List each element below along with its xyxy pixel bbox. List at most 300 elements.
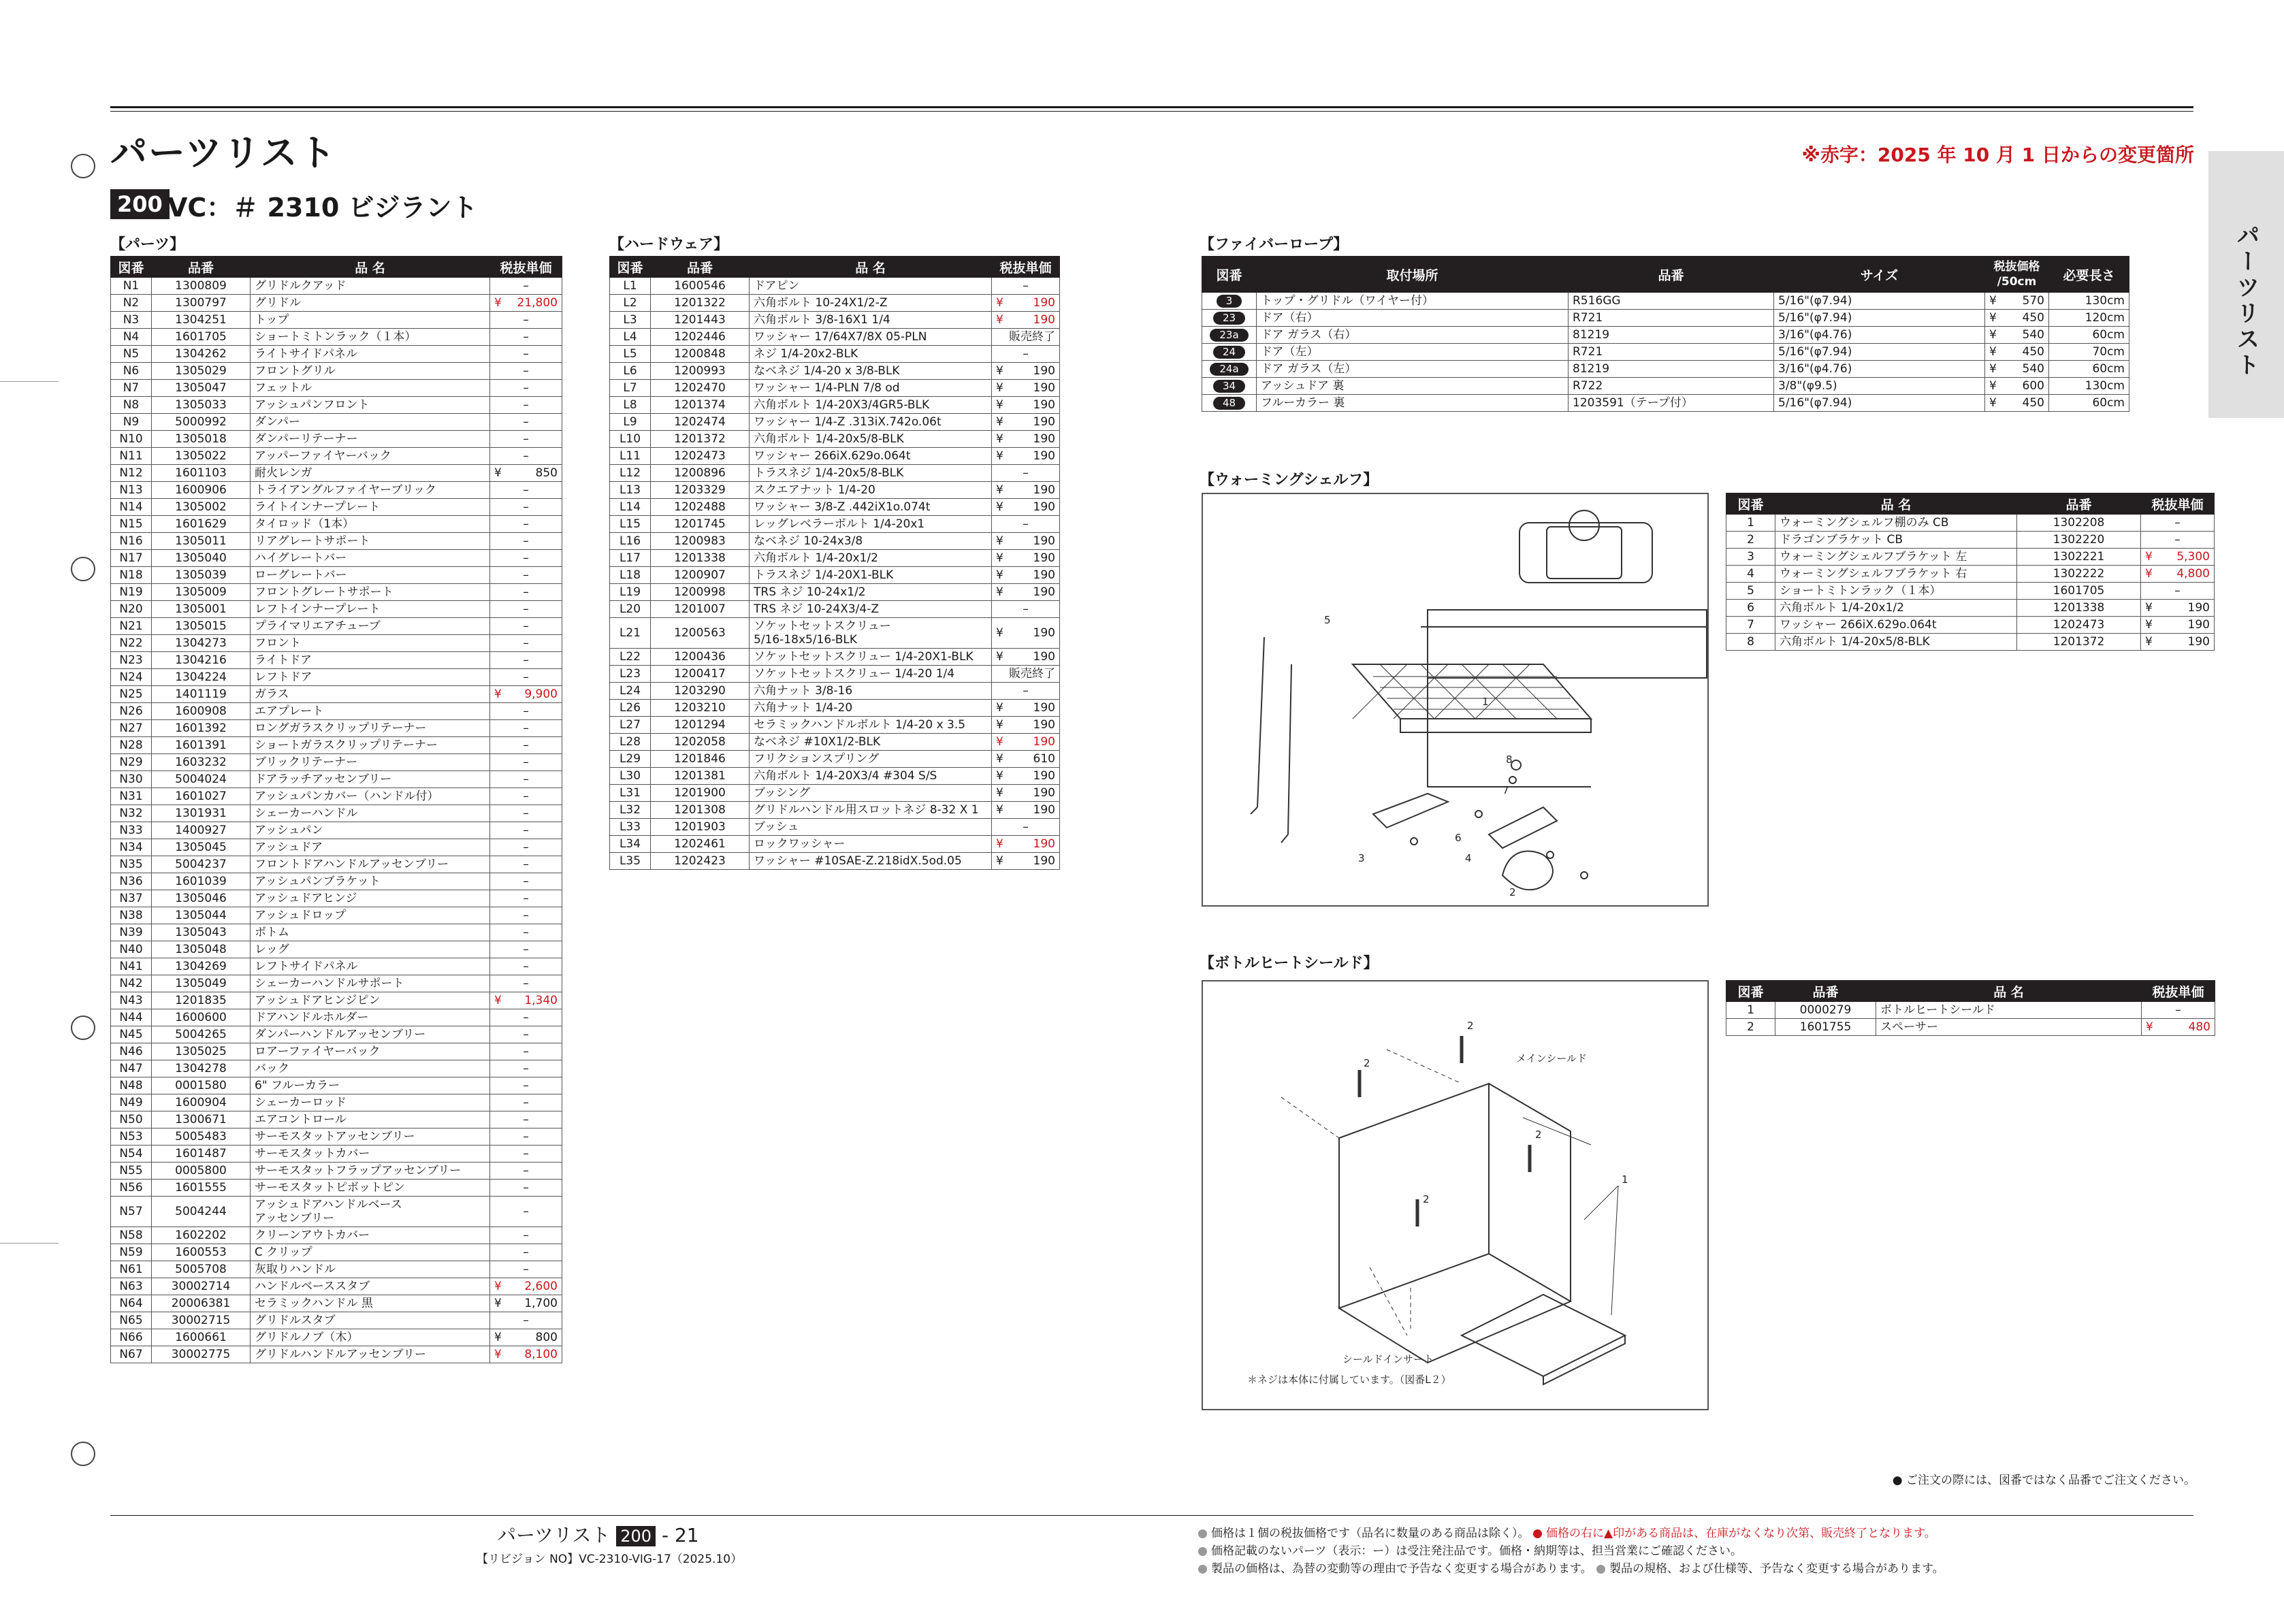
table-row: [610, 666, 1060, 683]
table-cell: アッシュドアヒンジピン: [251, 992, 490, 1009]
table-cell: N29: [111, 754, 152, 771]
price-value: 190: [1033, 717, 1055, 732]
price-cell: [992, 465, 1060, 482]
table-cell: ダンパーハンドルアッセンブリー: [251, 1026, 490, 1043]
table-cell: 1305044: [152, 907, 251, 924]
table-cell: N32: [111, 805, 152, 822]
table-cell: 1400927: [152, 822, 251, 839]
top-rule: [110, 106, 2193, 108]
bottle-shield-diagram: [1202, 980, 1709, 1410]
table-cell: L22: [610, 649, 651, 666]
yen-sign: ¥: [996, 500, 1003, 514]
table-cell: ショートミトンラック（１本）: [1775, 583, 2017, 600]
price-value: –: [523, 1245, 529, 1259]
price-cell: [490, 1312, 562, 1329]
table-cell: L3: [610, 312, 651, 329]
price-value: 450: [2022, 395, 2044, 410]
table-row: [111, 1180, 562, 1197]
table-cell: 1200848: [651, 346, 750, 363]
table-cell: N19: [111, 584, 152, 601]
table-cell: N30: [111, 771, 152, 788]
table-cell: 1300809: [152, 278, 251, 295]
table-cell: 0005800: [152, 1163, 251, 1180]
table-cell: 70cm: [2049, 344, 2129, 361]
price-value: 480: [2188, 1020, 2210, 1034]
table-cell: アッシュドアハンドルベース アッセンブリー: [251, 1197, 490, 1227]
price-cell: [490, 992, 562, 1009]
price-cell: [992, 618, 1060, 649]
table-cell: ドアハンドルホルダー: [251, 1009, 490, 1026]
table-cell: ブリックリテーナー: [251, 754, 490, 771]
table-cell: 1305040: [152, 550, 251, 567]
washer: [1511, 760, 1521, 770]
table-cell: ブッシュ: [750, 819, 992, 836]
table-cell: シェーカーロッド: [251, 1094, 490, 1111]
table-cell: 1305045: [152, 839, 251, 856]
table-cell: 5/16"(φ7.94): [1774, 344, 1985, 361]
price-value: 9,900: [524, 687, 558, 701]
price-cell: [992, 717, 1060, 734]
table-cell: アッシュドアヒンジ: [251, 890, 490, 907]
table-cell: 5004265: [152, 1026, 251, 1043]
table-cell: なベネジ 1/4-20 x 3/8-BLK: [750, 363, 992, 380]
table-cell: N66: [111, 1329, 152, 1346]
bolt: [1509, 777, 1516, 783]
price-value: –: [523, 942, 529, 956]
table-cell: ワッシャー 266iX.629o.064t: [1775, 617, 2017, 634]
price-value: 800: [535, 1330, 558, 1344]
table-row: [111, 652, 562, 669]
yen-sign: ¥: [996, 854, 1003, 868]
price-cell: [1985, 293, 2049, 310]
price-value: –: [523, 908, 529, 922]
price-value: –: [523, 602, 529, 616]
fiber-section-title: 【ファイバーロープ】: [1200, 236, 1349, 253]
table-row: [610, 448, 1060, 465]
table-row: [111, 1197, 562, 1227]
table-cell: ライトインナープレート: [251, 499, 490, 516]
table-cell: 1601487: [152, 1146, 251, 1163]
price-cell: [992, 584, 1060, 601]
price-cell: [992, 499, 1060, 516]
table-cell: エアコントロール: [251, 1111, 490, 1128]
table-cell: N49: [111, 1094, 152, 1111]
table-cell: L15: [610, 516, 651, 533]
yen-sign: ¥: [494, 993, 502, 1007]
table-cell: 1601392: [152, 720, 251, 737]
table-cell: 1200998: [651, 584, 750, 601]
price-cell: [490, 1128, 562, 1146]
table-cell: 8: [1726, 634, 1775, 651]
price-cell: [490, 465, 562, 482]
price-value: 21,800: [517, 295, 558, 310]
table-cell: レフトサイドパネル: [251, 958, 490, 975]
price-value: –: [523, 568, 529, 582]
table-cell: サーモスタットフラップアッセンブリー: [251, 1163, 490, 1180]
yen-sign: ¥: [996, 363, 1003, 378]
table-cell: N26: [111, 703, 152, 720]
table-cell: ソケットセットスクリュー 5/16-18x5/16-BLK: [750, 618, 992, 649]
price-cell: [992, 567, 1060, 584]
table-cell: N44: [111, 1009, 152, 1026]
price-value: –: [523, 363, 529, 378]
table-row: [610, 397, 1060, 414]
price-cell: [992, 751, 1060, 768]
price-value: –: [523, 840, 529, 854]
table-row: [111, 1329, 562, 1346]
footer-note: 価格の右に▲印がある商品は、在庫がなくなり次第、販売終了となります。: [1533, 1523, 1936, 1540]
table-cell: ソケットセットスクリュー 1/4-20 1/4: [750, 666, 992, 683]
table-cell: 1203210: [651, 700, 750, 717]
yen-sign: ¥: [2145, 634, 2153, 649]
bolt: [1475, 811, 1482, 817]
table-cell: N36: [111, 873, 152, 890]
table-cell: 1601705: [2017, 583, 2141, 600]
col-header: 税抜単価: [992, 257, 1060, 278]
price-cell: [2141, 600, 2215, 617]
price-cell: [2141, 583, 2215, 600]
table-cell: 1: [1726, 515, 1775, 532]
col-header: 品 名: [1775, 493, 2017, 515]
price-cell: [1985, 327, 2049, 344]
col-header: 税抜単価: [2141, 493, 2215, 515]
table-cell: 5: [1726, 583, 1775, 600]
table-cell: N31: [111, 788, 152, 805]
yen-sign: ¥: [494, 1279, 502, 1293]
table-cell: ウォーミングシェルフブラケット 右: [1775, 566, 2017, 583]
table-cell: L5: [610, 346, 651, 363]
price-cell: [490, 873, 562, 890]
price-cell: [490, 635, 562, 652]
table-cell: N18: [111, 567, 152, 584]
table-cell: 1201903: [651, 819, 750, 836]
table-row: [610, 768, 1060, 785]
table-row: [111, 431, 562, 448]
table-cell: 1304216: [152, 652, 251, 669]
table-row: [111, 1043, 562, 1060]
table-cell: N58: [111, 1227, 152, 1244]
table-cell: 六角ボルト 1/4-20x5/8-BLK: [1775, 634, 2017, 651]
table-cell: L30: [610, 768, 651, 785]
table-cell: 1305043: [152, 924, 251, 941]
table-cell: レフトドア: [251, 669, 490, 686]
table-cell: R721: [1569, 344, 1774, 361]
price-value: 540: [2022, 327, 2044, 342]
table-cell: ハイグレートバー: [251, 550, 490, 567]
table-row: [111, 465, 562, 482]
table-cell: 1203329: [651, 482, 750, 499]
price-value: –: [523, 1061, 529, 1075]
table-cell: N47: [111, 1060, 152, 1077]
price-value: –: [523, 1163, 529, 1178]
shelf-top-view-inner: [1547, 527, 1622, 579]
shelf-bracket: [1373, 794, 1448, 828]
price-value: –: [523, 1180, 529, 1195]
table-row: [1202, 361, 2129, 378]
yen-sign: ¥: [494, 1347, 502, 1361]
price-value: 1,340: [524, 993, 558, 1007]
price-value: –: [1023, 278, 1029, 293]
callout-1: 1: [1622, 1173, 1628, 1186]
price-cell: [490, 1077, 562, 1094]
table-cell: N63: [111, 1278, 152, 1295]
price-value: –: [523, 755, 529, 769]
price-cell: [2141, 634, 2215, 651]
price-cell: [490, 278, 562, 295]
price-cell: [992, 853, 1060, 870]
price-value: –: [523, 1010, 529, 1024]
table-cell: タイロッド（1本）: [251, 516, 490, 533]
table-row: [610, 683, 1060, 700]
yen-sign: ¥: [996, 397, 1003, 412]
price-value: –: [523, 1078, 529, 1092]
table-cell: バック: [251, 1060, 490, 1077]
price-cell: [992, 329, 1060, 346]
yen-sign: ¥: [1989, 310, 1997, 325]
table-cell: L21: [610, 618, 651, 649]
price-cell: [490, 1146, 562, 1163]
table-row: [111, 278, 562, 295]
side-tab-label: パーツリスト: [2232, 223, 2259, 378]
table-row: [111, 1295, 562, 1312]
price-cell: [490, 1180, 562, 1197]
price-cell: [490, 1163, 562, 1180]
table-row: [111, 533, 562, 550]
table-cell: L2: [610, 295, 651, 312]
price-value: –: [523, 857, 529, 871]
main-shield-side: [1489, 1084, 1571, 1301]
col-header: 税抜単価: [490, 257, 562, 278]
price-cell: [490, 975, 562, 992]
table-cell: ウォーミングシェルフ棚のみ CB: [1775, 515, 2017, 532]
price-value: 450: [2022, 310, 2044, 325]
table-cell: ガラス: [251, 686, 490, 703]
table-cell: アッシュパンブラケット: [251, 873, 490, 890]
table-row: [111, 601, 562, 618]
price-value: –: [523, 874, 529, 888]
table-cell: サーモスタットアッセンブリー: [251, 1128, 490, 1146]
table-row: [1726, 617, 2215, 634]
table-row: [610, 734, 1060, 751]
leader-dashed: [1370, 1267, 1411, 1335]
price-value: 190: [1033, 802, 1055, 817]
table-cell: グリドルハンドルアッセンブリー: [251, 1346, 490, 1363]
table-cell: L19: [610, 584, 651, 601]
table-cell: エアプレート: [251, 703, 490, 720]
table-cell: 1201372: [651, 431, 750, 448]
table-cell: 六角ボルト 1/4-20x1/2: [750, 550, 992, 567]
price-cell: [490, 1111, 562, 1128]
price-value: 190: [1033, 551, 1055, 565]
table-row: [1202, 310, 2129, 327]
table-cell: 60cm: [2049, 395, 2129, 412]
shelf-top-view: [1519, 523, 1652, 583]
table-row: [111, 805, 562, 822]
table-row: [111, 1278, 562, 1295]
price-cell: [2141, 566, 2215, 583]
price-cell: [490, 958, 562, 975]
price-value: –: [523, 653, 529, 667]
price-cell: [490, 482, 562, 499]
table-cell: 1305048: [152, 941, 251, 958]
table-cell: 81219: [1569, 327, 1774, 344]
table-cell: 1305009: [152, 584, 251, 601]
col-header: 品番: [1569, 257, 1774, 293]
table-row: [1202, 378, 2129, 395]
table-cell: ロアーファイヤーバック: [251, 1043, 490, 1060]
warming-table-wrap: [1726, 493, 2215, 651]
table-cell: N50: [111, 1111, 152, 1128]
table-cell: N8: [111, 397, 152, 414]
table-cell: 6" フルーカラー: [251, 1077, 490, 1094]
table-cell: 六角ボルト 1/4-20X3/4GR5-BLK: [750, 397, 992, 414]
table-cell: 60cm: [2049, 327, 2129, 344]
price-cell: [490, 839, 562, 856]
price-value: –: [523, 1112, 529, 1126]
table-cell: 1201372: [2017, 634, 2141, 651]
price-value: –: [523, 806, 529, 820]
price-cell: [992, 380, 1060, 397]
table-cell: 六角ボルト 1/4-20x5/8-BLK: [750, 431, 992, 448]
price-value: –: [523, 1129, 529, 1143]
price-value: 540: [2022, 361, 2044, 376]
table-row: [610, 836, 1060, 853]
table-cell: フリクションスプリング: [750, 751, 992, 768]
table-cell: L1: [610, 278, 651, 295]
callout-2: 2: [1364, 1057, 1370, 1069]
price-cell: [992, 516, 1060, 533]
figure-number-badge: 34: [1213, 380, 1245, 393]
table-row: [111, 975, 562, 992]
bottle-table: [1726, 980, 2215, 1036]
table-cell: フロントドアハンドルアッセンブリー: [251, 856, 490, 873]
price-cell: [490, 431, 562, 448]
table-cell: 1200896: [651, 465, 750, 482]
table-cell: 1600908: [152, 703, 251, 720]
price-cell: [490, 788, 562, 805]
table-cell: 1600600: [152, 1009, 251, 1026]
table-row: [111, 618, 562, 635]
price-value: 190: [1033, 483, 1055, 497]
table-cell: N45: [111, 1026, 152, 1043]
price-value: –: [523, 959, 529, 973]
table-cell: 1601027: [152, 788, 251, 805]
table-cell: 灰取りハンドル: [251, 1261, 490, 1278]
yen-sign: ¥: [996, 649, 1003, 664]
price-cell: [490, 363, 562, 380]
table-cell: ロングガラスクリップリテーナー: [251, 720, 490, 737]
table-cell: L7: [610, 380, 651, 397]
table-cell: 1401119: [152, 686, 251, 703]
table-cell: なベネジ 10-24x3/8: [750, 533, 992, 550]
table-row: [111, 635, 562, 652]
price-cell: [490, 822, 562, 839]
table-cell: セラミックハンドル 黒: [251, 1295, 490, 1312]
page-footer: [497, 1521, 699, 1548]
table-cell: R722: [1569, 378, 1774, 395]
price-value: 5,300: [2176, 549, 2210, 564]
bullet-icon: [1198, 1547, 1207, 1556]
price-value: 190: [1033, 363, 1055, 378]
yen-sign: ¥: [2145, 600, 2153, 615]
price-cell: [490, 1060, 562, 1077]
price-cell: [490, 1244, 562, 1261]
table-cell: L24: [610, 683, 651, 700]
table-cell: L18: [610, 567, 651, 584]
table-cell: L34: [610, 836, 651, 853]
table-cell: 1305015: [152, 618, 251, 635]
warming-table: [1726, 493, 2215, 651]
table-row: [610, 649, 1060, 666]
table-row: [610, 329, 1060, 346]
yen-sign: ¥: [1989, 327, 1997, 342]
price-cell: [490, 1026, 562, 1043]
table-row: [111, 737, 562, 754]
screw-note: ＊ネジは本体に付属しています。（図番L２）: [1247, 1374, 1451, 1386]
price-value: –: [523, 1146, 529, 1160]
table-cell: 1201381: [651, 768, 750, 785]
table-cell: L29: [610, 751, 651, 768]
figure-number-badge: 3: [1217, 295, 1242, 308]
table-cell: ドア（左）: [1257, 344, 1569, 361]
table-cell: 1201443: [651, 312, 750, 329]
table-cell: N11: [111, 448, 152, 465]
table-cell: トップ・グリドル（ワイヤー付）: [1257, 293, 1569, 310]
table-cell: L6: [610, 363, 651, 380]
table-row: [1726, 1002, 2215, 1019]
table-row: [111, 856, 562, 873]
table-row: [111, 312, 562, 329]
col-header: 図番: [1726, 493, 1775, 515]
table-cell: レッグ: [251, 941, 490, 958]
side-tab[interactable]: [2208, 151, 2284, 418]
table-row: [111, 397, 562, 414]
price-cell: [992, 734, 1060, 751]
yen-sign: ¥: [1989, 361, 1997, 376]
table-row: [1726, 532, 2215, 549]
yen-sign: ¥: [996, 802, 1003, 817]
table-cell: [1202, 327, 1257, 344]
table-cell: 1200563: [651, 618, 750, 649]
price-cell: [490, 686, 562, 703]
price-value: –: [523, 312, 529, 327]
price-value: –: [523, 925, 529, 939]
price-value: 4,800: [2176, 566, 2210, 581]
table-cell: アッシュドア: [251, 839, 490, 856]
table-cell: 1202058: [651, 734, 750, 751]
main-shield-back: [1339, 1084, 1489, 1308]
price-value: 190: [2187, 600, 2210, 615]
table-cell: 1200983: [651, 533, 750, 550]
table-row: [111, 669, 562, 686]
table-cell: 1300671: [152, 1111, 251, 1128]
table-cell: N39: [111, 924, 152, 941]
table-cell: 六角ボルト 1/4-20x1/2: [1775, 600, 2017, 617]
table-cell: 1603232: [152, 754, 251, 771]
price-cell: [490, 295, 562, 312]
table-cell: 1302222: [2017, 566, 2141, 583]
price-cell: [2142, 1019, 2215, 1036]
table-cell: L31: [610, 785, 651, 802]
revision-number: 【リビジョン NO】VC-2310-VIG-17（2025.10）: [477, 1553, 743, 1566]
table-row: [111, 686, 562, 703]
price-cell: [992, 278, 1060, 295]
price-value: –: [1023, 683, 1029, 698]
table-cell: サーモスタットピボットピン: [251, 1180, 490, 1197]
parts-table: [110, 256, 562, 1363]
table-cell: 1305049: [152, 975, 251, 992]
warming-shelf-drawing: [1203, 494, 1707, 905]
